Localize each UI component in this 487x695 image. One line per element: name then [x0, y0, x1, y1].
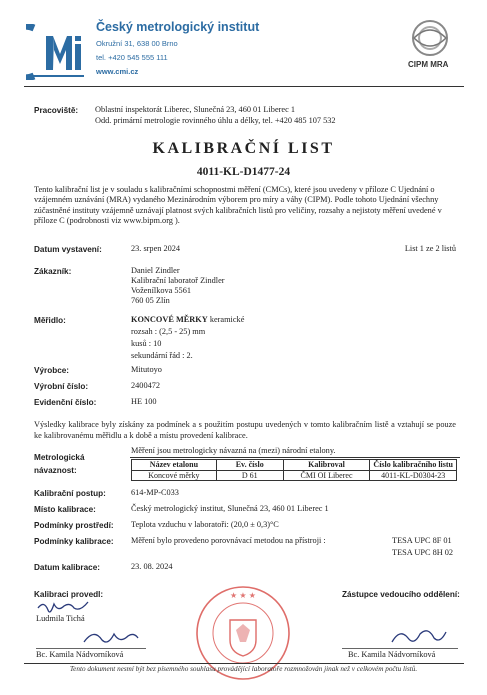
left-signer-name: Bc. Kamila Nádvorníková: [36, 650, 124, 659]
calib-date-value: 23. 08. 2024: [131, 562, 173, 571]
customer-line: Kalibrační laboratoř Zindler: [131, 276, 225, 285]
document-title: KALIBRAČNÍ LIST: [152, 140, 335, 157]
etalon-table: [131, 459, 457, 481]
customer-label: Zákazník:: [34, 267, 72, 276]
footer-divider: [24, 663, 464, 664]
institute-web[interactable]: www.cmi.cz: [96, 67, 139, 76]
serial-value: 2400472: [131, 381, 161, 390]
traceability-label: Metrologická návaznost:: [34, 453, 85, 475]
manufacturer-label: Výrobce:: [34, 366, 70, 375]
environment-label: Podmínky prostředí:: [34, 521, 114, 530]
institute-address: Okružní 31, 638 00 Brno: [96, 39, 178, 48]
customer-line: Voženílkova 5561: [131, 286, 191, 295]
place-label: Místo kalibrace:: [34, 505, 96, 514]
etalon-header-cell: Číslo kalibračního listu: [370, 460, 457, 471]
right-signature: [388, 624, 450, 648]
serial-label: Výrobní číslo:: [34, 382, 89, 391]
footer-note: Tento dokument nesmí být bez písemného souhlasu provádějící laboratoře rozmnožován jinak než v celkovém počtu listů.: [69, 665, 418, 673]
etalon-table-row: [132, 470, 457, 481]
page-count: List 1 ze 2 listů: [404, 244, 456, 253]
institute-name: Český metrologický institut: [96, 20, 260, 34]
issue-date: 23. srpen 2024: [131, 244, 181, 253]
conditions-device2: TESA UPC 8H 02: [392, 548, 454, 557]
etalon-cell: Koncové měrky: [132, 470, 217, 481]
etalon-header-cell: Ev. číslo: [216, 460, 283, 471]
etalon-header-cell: Název etalonu: [132, 460, 217, 471]
deputy-label: Zástupce vedoucího oddělení:: [342, 590, 460, 599]
traceability-note: Měření jsou metrologicky návazná na (mezi) národní etalony.: [131, 446, 336, 455]
performer-name: Ludmila Tichá: [36, 614, 85, 623]
customer-line: Daniel Zindler: [131, 266, 180, 275]
workplace-label: Pracoviště:: [34, 106, 79, 115]
results-text: Výsledky kalibrace byly získány za podmínek a s použitím postupu uvedených v tomto kalibračním listě a vztahují se pouze ke kalibrovanému měřidlu a k době a místu provedení kalibrace.: [34, 420, 456, 440]
environment-value: Teplota vzduchu v laboratoři: (20,0 ± 0,3)°C: [131, 520, 279, 529]
header-divider: [24, 86, 464, 87]
institute-phone: tel. +420 545 555 111: [96, 53, 168, 62]
customer-line: 760 05 Zlín: [131, 296, 170, 305]
instrument-order: sekundární řád : 2.: [131, 351, 193, 360]
etalon-header-cell: Kalibroval: [283, 460, 370, 471]
cmi-logo: [26, 24, 88, 80]
right-signer-name: Bc. Kamila Nádvorníková: [348, 650, 436, 659]
evidence-value: HE 100: [131, 397, 157, 406]
procedure-value: 614-MP-C033: [131, 488, 179, 497]
conditions-value: Měření bylo provedeno porovnávací metodou na přístroji :: [131, 536, 326, 545]
conditions-label: Podmínky kalibrace:: [34, 537, 114, 546]
etalon-cell: 4011-KL-D0304-23: [370, 470, 457, 481]
instrument-name-rest: keramické: [207, 315, 245, 324]
cipm-mra-label: CIPM MRA: [408, 60, 449, 69]
instrument-name-bold: KONCOVÉ MĚRKY: [131, 315, 208, 324]
etalon-cell: D 61: [216, 470, 283, 481]
performed-label: Kalibraci provedl:: [34, 590, 104, 599]
intro-text: Tento kalibrační list je v souladu s kalibračními schopnostmi měření (CMCs), které jsou uvedeny v příloze C Ujednání o vzájemném uznávání (MRA) vydaného Mezinárodním výborem pro míry a váhy (CIPM). Podle tohoto Ujednání všechny zúčastněné instituty vzájemně uznávají platnost svých kalibračních listů pro veličiny, rozsahy a nejistoty měření uvedené v příloze C (podrobnosti viz www.bipm.org ).: [34, 185, 442, 226]
workplace-line1: Oblastní inspektorát Liberec, Slunečná 23, 460 01 Liberec 1: [95, 105, 295, 114]
instrument-label: Měřidlo:: [34, 316, 66, 325]
left-signature-line: [36, 648, 146, 649]
workplace-line2: Odd. primární metrologie rovinného úhlu a délky, tel. +420 485 107 532: [95, 116, 336, 125]
issue-label: Datum vystavení:: [34, 245, 102, 254]
conditions-device1: TESA UPC 8F 01: [392, 536, 452, 545]
svg-text:★ ★ ★: ★ ★ ★: [230, 591, 256, 600]
traceability-underline: [130, 457, 460, 458]
manufacturer-value: Mitutoyo: [131, 365, 162, 374]
place-value: Český metrologický institut, Slunečná 23, 460 01 Liberec 1: [131, 504, 329, 513]
instrument-range: rozsah : (2,5 - 25) mm: [131, 327, 206, 336]
procedure-label: Kalibrační postup:: [34, 489, 106, 498]
left-signature: [80, 626, 140, 648]
instrument-pieces: kusů : 10: [131, 339, 162, 348]
calib-date-label: Datum kalibrace:: [34, 563, 100, 572]
right-signature-line: [342, 648, 458, 649]
document-number: 4011-KL-D1477-24: [196, 166, 291, 178]
instrument-name: [131, 315, 244, 326]
etalon-cell: ČMI OI Liberec: [283, 470, 370, 481]
evidence-label: Evidenční číslo:: [34, 398, 97, 407]
etalon-table-header: [132, 460, 457, 471]
